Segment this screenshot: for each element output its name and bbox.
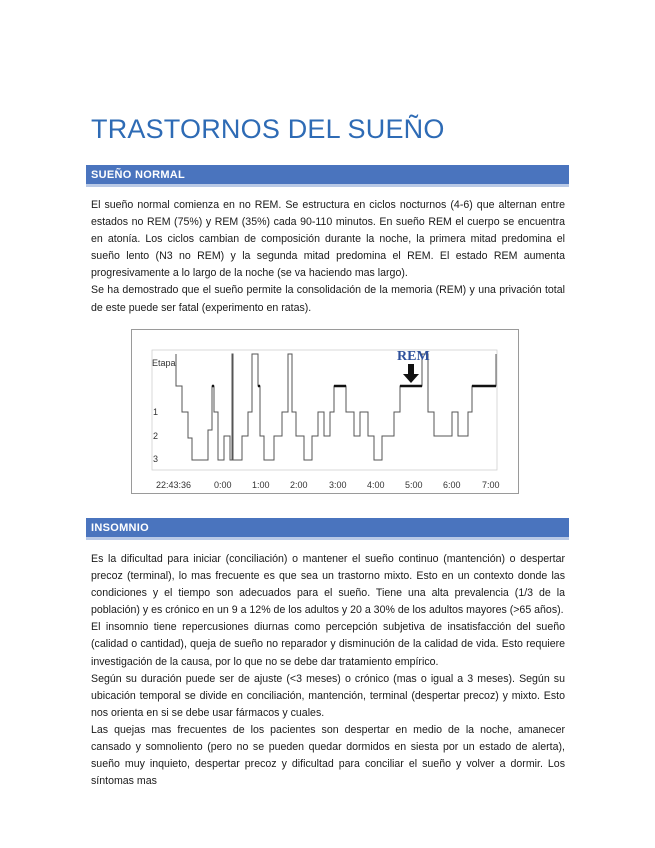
paragraph: Es la dificultad para iniciar (conciliación) o mantener el sueño continuo (mantención) o despertar precoz (terminal), lo mas frecuente es que sea un trastorno mixto. Esto en un contexto donde las condiciones y el tiempo son adecuados para el sueño. Tiene una alta prevalencia (1/3 de la población) y es crónico en un 9 a 12% de los adultos y 20 a 30% de los adultos mayores (>65 años). [91, 553, 565, 617]
y-tick-label: 3 [153, 454, 159, 464]
y-tick-label: 1 [153, 407, 159, 417]
section-body-sueno-normal [91, 197, 565, 317]
section-header-insomnio [86, 518, 569, 540]
paragraph: Las quejas mas frecuentes de los pacientes son despertar en medio de la noche, amanecer cansado y somnoliento (pero no se pueden quedar dormidos en siesta por un estado de alerta), sueño muy inquieto, despertar precoz y dificultad para conciliar el sueño y volver a dormir. Los síntomas mas [91, 723, 565, 788]
x-tick-label: 4:00 [367, 480, 385, 490]
rem-arrow-icon [403, 364, 419, 383]
x-tick-label: 0:00 [214, 480, 232, 490]
x-tick-label: 6:00 [443, 480, 461, 490]
section-heading: INSOMNIO [91, 522, 150, 534]
x-tick-label: 5:00 [405, 480, 423, 490]
hypnogram-figure [131, 329, 519, 494]
x-tick-label: 1:00 [252, 480, 270, 490]
hypnogram-svg [132, 330, 518, 493]
y-tick-label: 2 [153, 431, 159, 441]
section-heading: SUEÑO NORMAL [91, 169, 186, 181]
hypnogram-trace [176, 354, 496, 460]
x-tick-label: 3:00 [329, 480, 347, 490]
rem-annotation: REM [397, 349, 430, 364]
paragraph: Se ha demostrado que el sueño permite la consolidación de la memoria (REM) y una privación total de este puede ser fatal (experimento en ratas). [91, 284, 565, 314]
plot-area [152, 350, 497, 470]
document-title: TRASTORNOS DEL SUEÑO [91, 114, 445, 144]
x-tick-label: 7:00 [482, 480, 500, 490]
section-header-sueno-normal [86, 165, 569, 187]
paragraph: Según su duración puede ser de ajuste (<3 meses) o crónico (mas o igual a 3 meses). Según su ubicación temporal se divide en conciliación, mantención, terminal (despertar precoz) y mixto. Esto nos orienta en si se debe usar fármacos y cuales. [91, 672, 565, 719]
x-tick-label: 2:00 [290, 480, 308, 490]
section-body-insomnio [91, 551, 565, 790]
paragraph: El sueño normal comienza en no REM. Se estructura en ciclos nocturnos (4-6) que alternan entre estados no REM (75%) y REM (35%) cada 90-110 minutos. En sueño REM el cuerpo se encuentra en atonía. Los ciclos cambian de composición durante la noche, la primera mitad predomina el sueño lento (N3 no REM) y la segunda mitad predomina el REM. El estado REM aumenta progresivamente a lo largo de la noche (se va haciendo mas largo). [91, 199, 565, 280]
paragraph: El insomnio tiene repercusiones diurnas como percepción subjetiva de insatisfacción del sueño (calidad o cantidad), queja de sueño no reparador y disminución de la calidad de vida. Esto requiere investigación de la causa, por lo que no se debe dar tratamiento empírico. [91, 621, 565, 668]
x-tick-label: 22:43:36 [156, 480, 192, 490]
y-axis-label: Etapa [152, 358, 176, 368]
